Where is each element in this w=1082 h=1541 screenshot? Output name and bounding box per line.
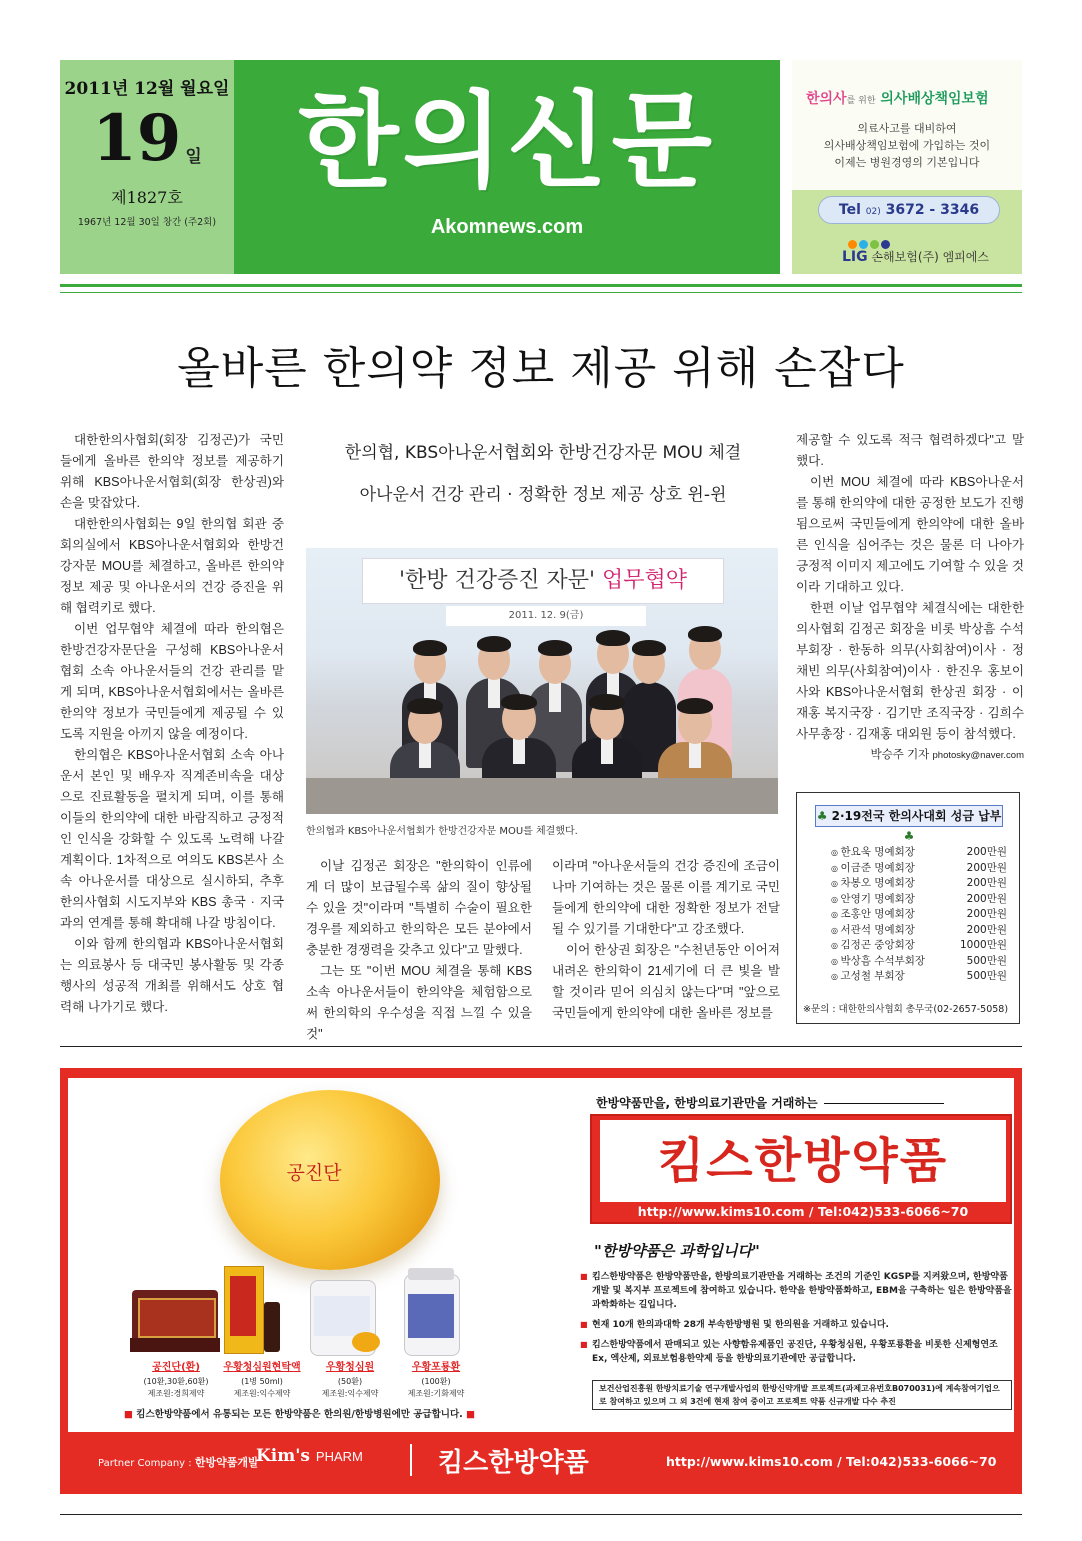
square-icon: ■ [124, 1409, 133, 1420]
newspaper-logo: 한의신문 [298, 79, 716, 202]
company-rest: 손해보험(주) 엠피에스 [871, 250, 989, 264]
product-spec: (10환,30환,60환) [143, 1377, 209, 1386]
kims-pharm-small: PHARM [315, 1449, 363, 1464]
insurance-tel[interactable] [818, 196, 1000, 224]
footer-separator [410, 1444, 412, 1476]
donation-amount: 200만원 [966, 923, 1007, 936]
subhead-1: 한의협, KBS아나운서협회와 한방건강자문 MOU 체결 [344, 443, 742, 463]
product-name: 우황청심원 [325, 1362, 375, 1373]
product-name: 공진단(환) [152, 1362, 200, 1373]
donation-item [831, 892, 1011, 908]
day-number: 19 [92, 101, 182, 176]
donor-name: ◎ 한요욱 명예회장 [831, 845, 915, 861]
paragraph: 이라며 "아나운서들의 건강 증진에 조금이나마 기여하는 것은 물론 이를 계기로 국민들에게 한의약에 대한 정확한 정보가 전달될 수 있기를 기대한다"고 강조했다. [552, 859, 780, 936]
donation-item [831, 861, 1011, 877]
article-column-3 [552, 856, 780, 1024]
issue-number: 제1827호 [111, 188, 183, 207]
paragraph: 이번 업무협약 체결에 따라 한의협은 한방건강자문단을 구성해 KBS아나운서협회 소속 아나운서들의 건강 관리를 맡게 되며, KBS아나운서협회에서는 올바른 한의약 정보가 국민들에게 제공될 수 있도록 지원을 아끼지 않을 예정이다. [60, 622, 284, 741]
insurance-line: 이제는 병원경영의 기본입니다 [834, 156, 980, 169]
donor-name: ◎ 차봉오 명예회장 [831, 876, 915, 892]
tel-area: 02) [865, 207, 881, 217]
article-column-4 [796, 430, 1024, 766]
masthead-rule [60, 284, 1022, 287]
insurance-line: 의사배상책임보험에 가입하는 것이 [823, 139, 991, 152]
kims-points [580, 1270, 1012, 1372]
lig-company [842, 248, 989, 265]
title-green: 의사배상책임보험 [880, 91, 989, 107]
donation-item [831, 954, 1011, 970]
donor-name: ◎ 김정곤 중앙회장 [831, 938, 915, 954]
donation-item [831, 923, 1011, 939]
article-photo[interactable] [306, 548, 778, 814]
product-spec: (1병 50ml) [241, 1377, 283, 1386]
product-name: 우황청심원현탁액 [223, 1362, 301, 1373]
donation-amount: 200만원 [966, 861, 1007, 874]
club-icon: ♣ [903, 829, 915, 843]
donor-name: ◎ 박상흠 수석부회장 [831, 954, 925, 970]
article-column-1 [60, 430, 284, 1018]
club-icon: ♣ [816, 809, 828, 823]
donation-amount: 200만원 [966, 877, 1007, 889]
tel-number: 3672 - 3346 [885, 202, 980, 218]
partner-label-text: Partner Company : [98, 1458, 192, 1469]
date-box [60, 60, 234, 274]
product-maker: 제조원:기화제약 [407, 1389, 465, 1398]
donor-name: ◎ 고성철 부회장 [831, 969, 905, 985]
photo-banner [362, 558, 724, 604]
tel-prefix: Tel [838, 202, 861, 218]
byline-name: 박승주 기자 [870, 749, 930, 761]
paragraph: 이날 김정곤 회장은 "한의학이 인류에게 더 많이 보급될수록 삶의 질이 향상될 수 있을 것"이라며 "특별히 수술이 필요한 경우를 제외하고 한의학은 모든 분야에서 충분한 경쟁력을 갖추고 있다"고 말했다. [306, 859, 532, 957]
day-suffix: 일 [185, 147, 202, 167]
donation-item [831, 876, 1011, 892]
insurance-ad-body [800, 120, 1014, 171]
product-maker: 제조원:익수제약 [321, 1389, 379, 1398]
masthead-logo-area [234, 60, 780, 274]
donation-amount: 200만원 [966, 846, 1007, 858]
donation-item [831, 845, 1011, 861]
paragraph: 한의협은 KBS아나운서협회 소속 아나운서 본인 및 배우자 직계존비속을 대상으로 진료활동을 펼치게 되며, 이를 통해 이들의 한의약에 대한 바람직하고 긍정적인 인식을 강화할 수 있도록 노력해 나갈 계획이다. 1차적으로 여의도 KBS본사 소속 아나운서를 대상으로 실시하되, 추후 한의사협회 시도지부와 KBS 총국 · 지국과의 연계를 통해 확대해 나갈 방침이다. [60, 748, 284, 930]
kims-tagline [596, 1094, 944, 1111]
donation-amount: 500만원 [966, 970, 1007, 982]
kims-pharm-logo [256, 1446, 363, 1466]
section-divider [60, 1046, 1022, 1047]
donor-name: ◎ 이금준 명예회장 [831, 861, 915, 877]
donation-amount: 500만원 [966, 954, 1007, 967]
photo-banner-date: 2011. 12. 9(금) [446, 606, 646, 626]
company-bold: LIG [842, 249, 868, 265]
donor-name: ◎ 안영기 명예회장 [831, 892, 915, 908]
donation-title [815, 805, 1003, 843]
paragraph: 이와 함께 한의협과 KBS아나운서협회는 의료봉사 등 대국민 봉사활동 및 각종 행사의 성공적 개최를 위해서도 상호 협력해 나가기로 했다. [60, 937, 284, 1014]
kims-notice: 보건산업진흥원 한방치료기술 연구개발사업의 한방신약개발 프로젝트(과제고유번호B070031)에 계속참여기업으로 참여하고 있으며 그 외 3건에 현재 참여 중이고 프로젝트 약품 신규개발 다수 추진 [592, 1380, 1012, 1410]
footer-brand: 킴스한방약품 [438, 1448, 589, 1478]
photo-floor [306, 778, 778, 814]
byline-email[interactable]: photosky@naver.com [932, 750, 1024, 761]
page-bottom-rule [60, 1514, 1022, 1515]
insurance-ad-title [806, 88, 1012, 108]
orange-label: 공진단 [286, 1162, 342, 1184]
paragraph: 이어 한상권 회장은 "수천년동안 이어져 내려온 한의학이 21세기에 더 큰 빛을 발할 것이라 믿어 의심치 않는다"며 "앞으로 국민들에게 한의약에 대한 올바른 정보를 [552, 943, 780, 1020]
donation-amount: 200만원 [966, 908, 1007, 920]
banner-text-2: 업무협약 [602, 568, 688, 593]
donation-title-text: 2·19전국 한의사대회 성금 납부 [831, 809, 1002, 823]
partner-label [98, 1454, 259, 1470]
photo-caption: 한의협과 KBS아나운서협회가 한방건강자문 MOU를 체결했다. [306, 826, 578, 837]
product-name: 우황포룡환 [411, 1362, 461, 1373]
donation-amount: 200만원 [966, 892, 1007, 905]
donation-box [796, 792, 1020, 1024]
subheadline [306, 432, 780, 516]
paragraph: 그는 또 "이번 MOU 체결을 통해 KBS 소속 아나운서들이 한의약을 체험함으로써 한의학의 우수성을 직접 느낄 수 있을 것" [306, 964, 532, 1041]
masthead-rule-thin [60, 292, 1022, 293]
paragraph: 한편 이날 업무협약 체결식에는 대한한의사협회 김정곤 회장을 비롯 박상흠 수석부회장 · 한동하 의무(사회참여)이사 · 정채빈 의무(사회참여)이사 · 한진우 홍보이사와 KBS아나운서협회 한상권 회장 · 이재홍 복지국장 · 김기만 조직국장 · 김희수 사무총장 · 김재홍 대외원 등이 참석했다. [796, 601, 1024, 741]
paragraph: 제공할 수 있도록 적극 협력하겠다"고 말했다. [796, 433, 1024, 468]
insurance-line: 의료사고를 대비하여 [857, 122, 957, 135]
headline: 올바른 한의약 정보 제공 위해 손잡다 [177, 343, 905, 394]
donor-name: ◎ 서관석 명예회장 [831, 923, 915, 939]
donation-item [831, 969, 1011, 985]
kims-contact[interactable]: http://www.kims10.com / Tel:042)533-6066~70 [637, 1204, 969, 1219]
paragraph: 대한한의사협회는 9일 한의협 회관 중회의실에서 KBS아나운서협회와 한방건강자문 MOU를 체결하고, 올바른 한의약 정보 제공 및 아나운서의 건강 증진을 위해 협력키로 했다. [60, 517, 284, 615]
article-column-2 [306, 856, 532, 1045]
donation-item [831, 938, 1011, 954]
kims-brand-box[interactable] [590, 1114, 1012, 1224]
title-small: 를 위한 [846, 96, 876, 106]
donation-amount: 1000만원 [959, 939, 1007, 951]
date-line: 2011년 12월 월요일 [64, 79, 230, 99]
product-spec: (50환) [337, 1377, 363, 1386]
donation-contact: ※문의 : 대한한의사협회 총무국(02-2657-5058) [803, 1004, 1009, 1015]
tagline-text: 한방약품만을, 한방의료기관만을 거래하는 [596, 1096, 818, 1110]
founded-date: 1967년 12월 30일 창간 (주2회) [77, 217, 217, 228]
kims-point: ■ 현재 10개 한의과대학 28개 부속한방병원 및 한의원을 거래하고 있습니다. [580, 1318, 1012, 1332]
byline [796, 745, 1024, 766]
kims-slogan: "한방약품은 과학입니다" [594, 1242, 760, 1260]
kims-pharm-text: Kim's [256, 1446, 310, 1466]
title-pink: 한의사 [806, 91, 847, 107]
banner-text-1: '한방 건강증진 자문' [398, 568, 596, 593]
site-url[interactable]: Akomnews.com [430, 216, 584, 238]
subhead-2: 아나운서 건강 관리 · 정확한 정보 제공 상호 윈-윈 [359, 485, 727, 505]
product-maker: 제조원:익수제약 [233, 1389, 291, 1398]
product-spec: (100환) [421, 1377, 451, 1386]
square-icon: ■ [466, 1409, 476, 1420]
product-maker: 제조원:경희제약 [147, 1389, 205, 1398]
ad-note-text: 킴스한방약품에서 유통되는 모든 한방약품은 한의원/한방병원에만 공급합니다. [136, 1409, 463, 1420]
ad-footer [60, 1432, 1022, 1494]
donor-name: ◎ 조홍안 명예회장 [831, 907, 915, 923]
insurance-ad[interactable] [792, 60, 1022, 274]
footer-contact[interactable]: http://www.kims10.com / Tel:042)533-6066~70 [666, 1454, 997, 1469]
paragraph: 이번 MOU 체결에 따라 KBS아나운서를 통해 한의약에 대한 공정한 보도가 진행됨으로써 국민들에게 한의약에 대한 올바른 인식을 심어주는 것은 물론 더 나아가 긍정적 이미지 제고에도 기여할 수 있을 것이라 기대하고 있다. [796, 475, 1024, 594]
donation-item [831, 907, 1011, 923]
donation-list [831, 845, 1011, 985]
partner-name: 한방약품개발 [194, 1456, 259, 1469]
kims-point: ■ 킴스한방약품은 한방약품만을, 한방의료기관만을 거래하는 조건의 기준인 KGSP를 지켜왔으며, 한방약품개발 및 복지부 프로젝트에 참여하고 있습니다. 한약을 한방약품화하고, EBM을 구축하는 일은 한방약품을 과학화하는 길입니다. [580, 1270, 1012, 1312]
kims-point: ■ 킴스한방약품에서 판매되고 있는 사향함유제품인 공진단, 우황청심원, 우황포룡환을 비롯한 신제형연조Ex, 엑산제, 외료보험용한약제 등을 한방의료기관에만 공급합니다. [580, 1338, 1012, 1366]
ad-note [124, 1406, 504, 1420]
paragraph: 대한한의사협회(회장 김정곤)가 국민들에게 올바른 한의약 정보를 제공하기 위해 KBS아나운서협회(회장 한상권)와 손을 맞잡았다. [60, 433, 284, 510]
kims-brand: 킴스한방약품 [600, 1120, 1006, 1202]
